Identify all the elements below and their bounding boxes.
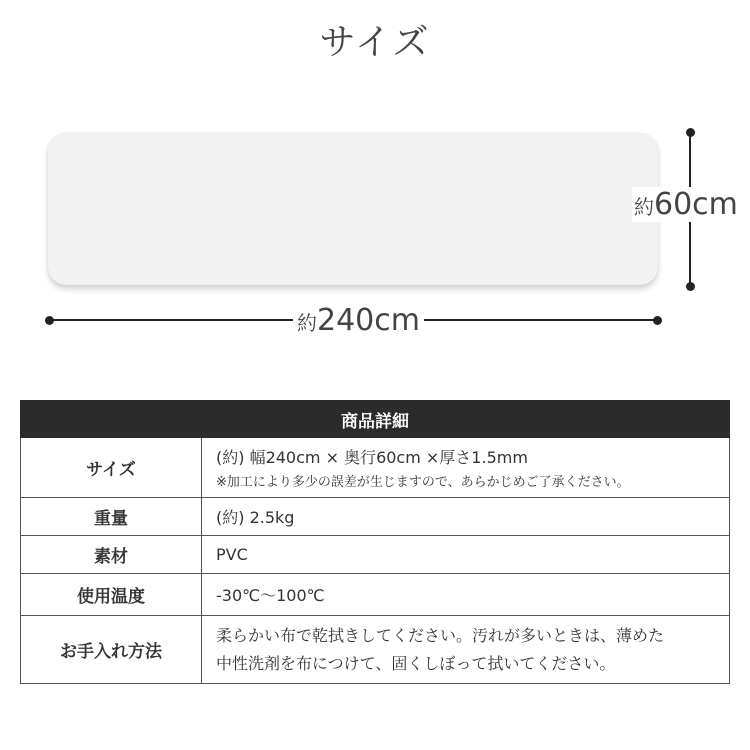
height-line-top-endpoint bbox=[686, 128, 695, 137]
row-value-size bbox=[202, 438, 730, 498]
table-row-material bbox=[21, 536, 730, 574]
height-label-value: 60cm bbox=[654, 187, 738, 222]
row-label-size: サイズ bbox=[21, 438, 202, 498]
size-note: ※加工により多少の誤差が生じますので、あらかじめご了承ください。 bbox=[216, 475, 630, 490]
care-line-1: 柔らかい布で乾拭きしてください。汚れが多いときは、薄めた bbox=[216, 625, 665, 645]
page-title: サイズ bbox=[319, 22, 431, 63]
care-line-2: 中性洗剤を布につけて、固くしぼって拭いてください。 bbox=[216, 653, 616, 673]
height-label bbox=[632, 187, 740, 222]
care-value bbox=[202, 616, 730, 684]
row-label-temperature: 使用温度 bbox=[21, 574, 202, 616]
product-details-table bbox=[20, 400, 730, 684]
width-label-prefix: 約 bbox=[297, 311, 317, 335]
row-label-weight: 重量 bbox=[21, 498, 202, 536]
size-value: (約) 幅240cm × 奥行60cm ×厚さ1.5mm bbox=[216, 448, 528, 467]
row-label-care: お手入れ方法 bbox=[21, 616, 202, 684]
temperature-value: -30℃〜100℃ bbox=[202, 574, 730, 616]
height-line-bottom-endpoint bbox=[686, 282, 695, 291]
table-row-temperature bbox=[21, 574, 730, 616]
mat-illustration bbox=[48, 133, 658, 285]
width-line-right-endpoint bbox=[653, 316, 662, 325]
row-label-material: 素材 bbox=[21, 536, 202, 574]
weight-value: (約) 2.5kg bbox=[202, 498, 730, 536]
width-label-value: 240cm bbox=[317, 303, 420, 338]
table-row-care bbox=[21, 616, 730, 684]
width-label bbox=[293, 303, 424, 338]
table-row-size bbox=[21, 438, 730, 498]
table-header-row bbox=[21, 401, 730, 438]
table-row-weight bbox=[21, 498, 730, 536]
table-header: 商品詳細 bbox=[21, 401, 730, 438]
height-label-prefix: 約 bbox=[634, 195, 654, 219]
material-value: PVC bbox=[202, 536, 730, 574]
width-line-left-endpoint bbox=[45, 316, 54, 325]
